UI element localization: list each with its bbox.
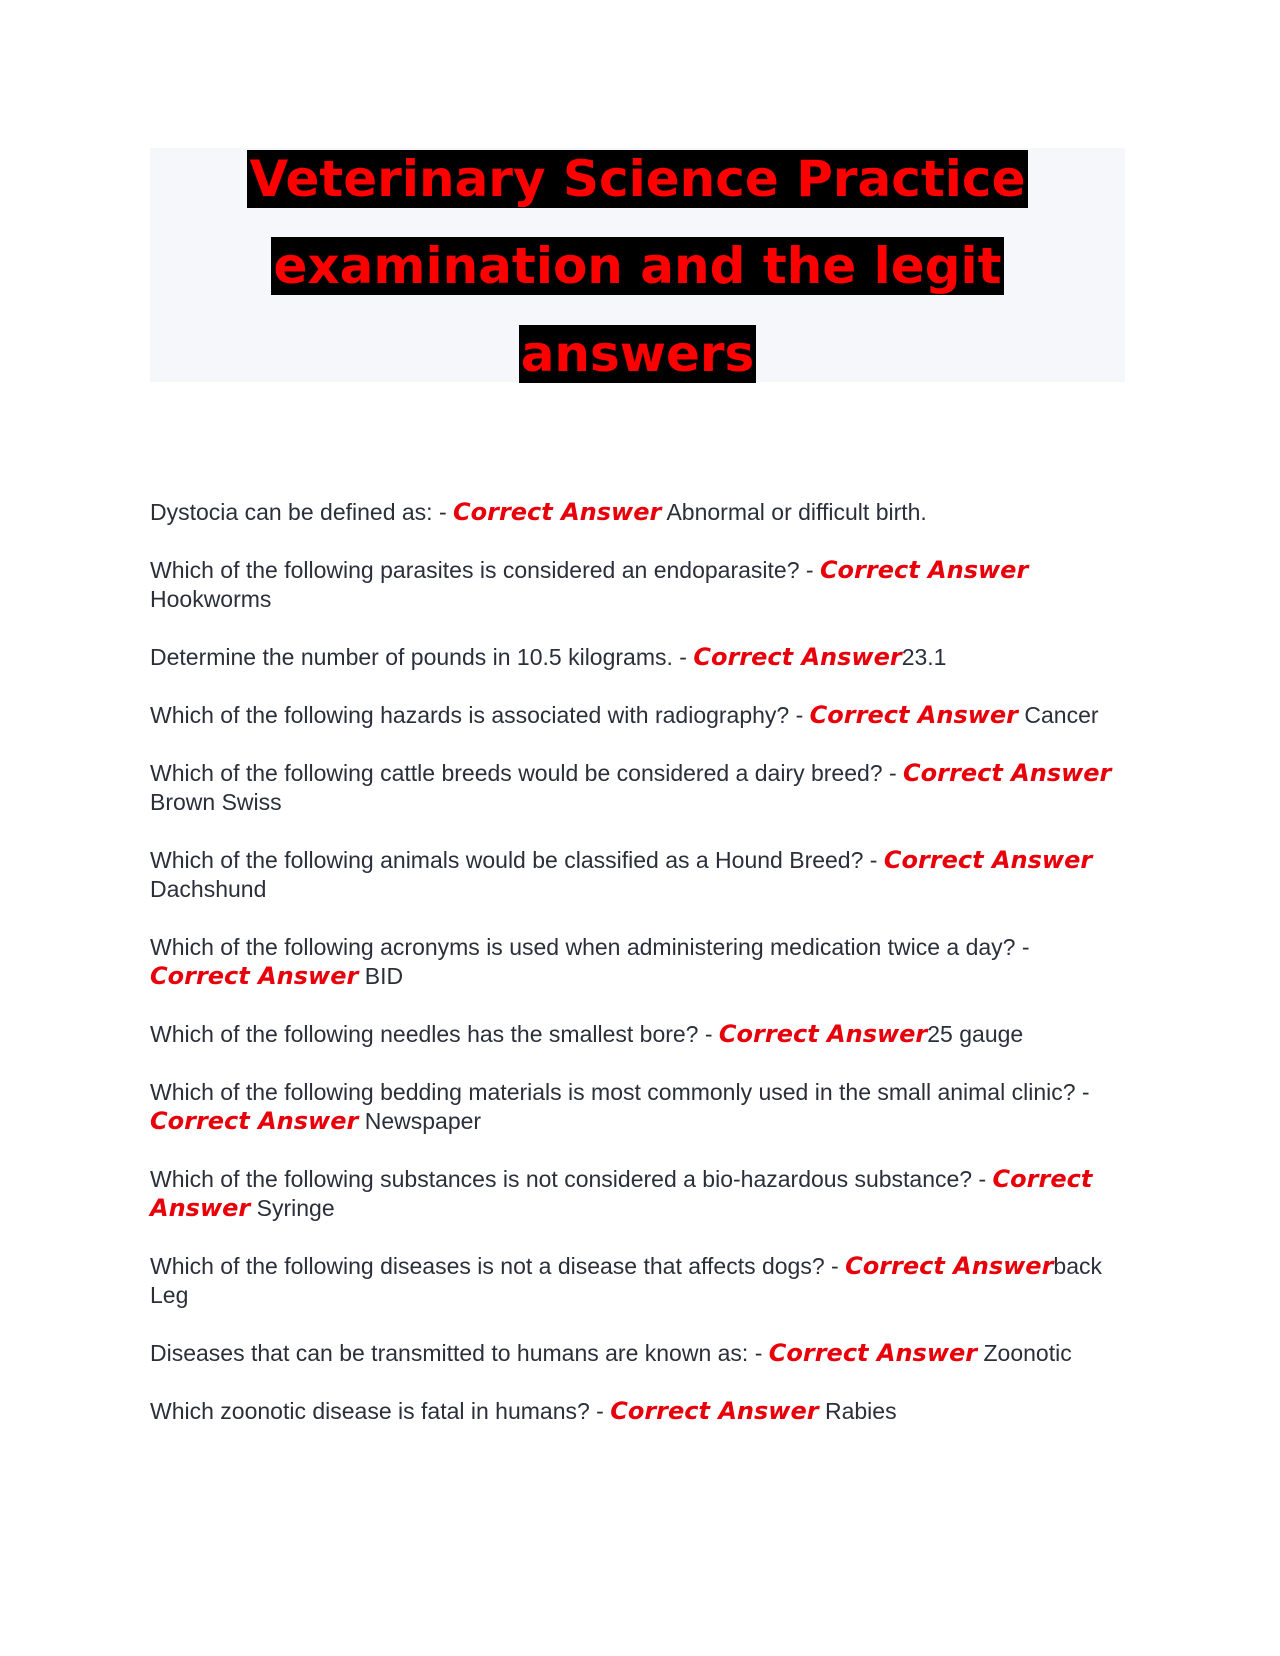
correct-answer-label: Correct Answer xyxy=(150,1165,1093,1222)
correct-answer-label: Correct Answer xyxy=(453,498,662,526)
title-line-3: answers xyxy=(520,325,755,383)
question-text: Which of the following cattle breeds would be considered a dairy breed? - xyxy=(150,760,897,786)
answer-text: Zoonotic xyxy=(983,1340,1072,1366)
answer-text: Newspaper xyxy=(364,1108,482,1134)
qa-item xyxy=(150,556,1125,614)
answer-text: 23.1 xyxy=(901,644,947,670)
qa-list xyxy=(150,498,1125,1455)
question-text: Which of the following animals would be classified as a Hound Breed? - xyxy=(150,847,878,873)
question-text: Determine the number of pounds in 10.5 kilograms. - xyxy=(150,644,687,670)
correct-answer-label: Correct Answer xyxy=(718,1020,928,1048)
question-text: Dystocia can be defined as: - xyxy=(150,499,447,525)
answer-text: Brown Swiss xyxy=(150,789,282,815)
question-text: Which zoonotic disease is fatal in humans? - xyxy=(150,1398,604,1424)
title-line-1: Veterinary Science Practice xyxy=(249,150,1026,208)
qa-item xyxy=(150,759,1125,817)
qa-item xyxy=(150,1078,1125,1136)
answer-text: Rabies xyxy=(824,1398,897,1424)
correct-answer-label: Correct Answer xyxy=(903,759,1112,787)
answer-text: Cancer xyxy=(1024,702,1099,728)
question-text: Which of the following bedding materials is most commonly used in the small animal clinic? - xyxy=(150,1079,1090,1105)
qa-item xyxy=(150,701,1125,730)
correct-answer-label: Correct Answer xyxy=(809,701,1019,729)
correct-answer-label: Correct Answer xyxy=(768,1339,978,1367)
correct-answer-label: Correct Answer xyxy=(845,1252,1054,1280)
correct-answer-label: Correct Answer xyxy=(610,1397,819,1425)
answer-text: Hookworms xyxy=(150,586,272,612)
qa-item xyxy=(150,846,1125,904)
answer-text: back Leg xyxy=(150,1253,1103,1308)
qa-item xyxy=(150,643,1125,672)
question-text: Which of the following parasites is considered an endoparasite? - xyxy=(150,557,814,583)
answer-text: Abnormal or difficult birth. xyxy=(666,499,927,525)
correct-answer-label: Correct Answer xyxy=(150,962,359,990)
qa-item xyxy=(150,1020,1125,1049)
question-text: Which of the following hazards is associated with radiography? - xyxy=(150,702,804,728)
answer-text: Dachshund xyxy=(150,876,267,902)
correct-answer-label: Correct Answer xyxy=(819,556,1029,584)
qa-item xyxy=(150,933,1125,991)
answer-text: 25 gauge xyxy=(927,1021,1024,1047)
answer-text: Syringe xyxy=(256,1195,335,1221)
title-line-2: examination and the legit xyxy=(273,237,1002,295)
document-title xyxy=(150,148,1125,382)
qa-item xyxy=(150,1397,1125,1426)
qa-item xyxy=(150,498,1125,527)
qa-item xyxy=(150,1252,1125,1310)
question-text: Which of the following diseases is not a disease that affects dogs? - xyxy=(150,1253,839,1279)
correct-answer-label: Correct Answer xyxy=(883,846,1093,874)
question-text: Which of the following acronyms is used when administering medication twice a day? - xyxy=(150,934,1030,960)
question-text: Which of the following needles has the smallest bore? - xyxy=(150,1021,713,1047)
qa-item xyxy=(150,1165,1125,1223)
question-text: Diseases that can be transmitted to humans are known as: - xyxy=(150,1340,763,1366)
correct-answer-label: Correct Answer xyxy=(693,643,902,671)
answer-text: BID xyxy=(364,963,404,989)
qa-item xyxy=(150,1339,1125,1368)
correct-answer-label: Correct Answer xyxy=(150,1107,359,1135)
question-text: Which of the following substances is not considered a bio-hazardous substance? - xyxy=(150,1166,987,1192)
